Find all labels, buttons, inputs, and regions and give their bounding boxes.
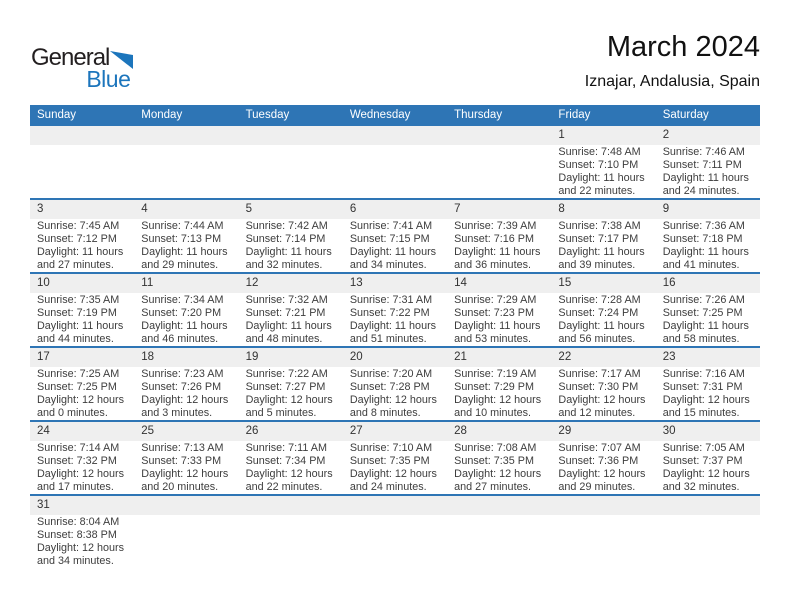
day-number: 8 xyxy=(558,203,565,215)
sunset-text: Sunset: 7:34 PM xyxy=(245,455,326,468)
sunset-text: Sunset: 7:25 PM xyxy=(662,307,743,320)
day-number-empty xyxy=(134,126,238,145)
day-cell xyxy=(551,219,655,272)
day-number: 5 xyxy=(245,203,252,215)
day-cell-empty xyxy=(447,515,551,568)
daylight-hours-text: Daylight: 11 hours xyxy=(245,320,332,333)
daylight-hours-text: Daylight: 11 hours xyxy=(662,320,749,333)
daylight-minutes-text: and 39 minutes. xyxy=(558,259,636,272)
daylight-hours-text: Daylight: 11 hours xyxy=(37,320,124,333)
day-cell xyxy=(343,367,447,420)
daylight-hours-text: Daylight: 11 hours xyxy=(37,246,124,259)
day-number-empty xyxy=(447,126,551,145)
day-number-band xyxy=(30,274,760,293)
sunset-text: Sunset: 7:20 PM xyxy=(141,307,222,320)
daylight-minutes-text: and 36 minutes. xyxy=(454,259,531,272)
day-info-row xyxy=(30,515,760,568)
location-subtitle: Iznajar, Andalusia, Spain xyxy=(584,73,760,91)
day-number: 1 xyxy=(558,129,565,141)
day-cell xyxy=(30,219,134,272)
day-number-empty xyxy=(343,496,447,515)
sunrise-text: Sunrise: 7:29 AM xyxy=(454,294,537,306)
day-cell xyxy=(656,367,760,420)
daylight-minutes-text: and 32 minutes. xyxy=(245,259,323,272)
daylight-minutes-text: and 48 minutes. xyxy=(245,333,323,346)
sunset-text: Sunset: 7:25 PM xyxy=(37,381,117,394)
day-number: 18 xyxy=(141,351,155,363)
sunset-text: Sunset: 7:30 PM xyxy=(558,381,639,394)
weekday-header-friday: Friday xyxy=(558,109,591,121)
sunrise-text: Sunrise: 7:25 AM xyxy=(37,368,120,380)
day-number: 25 xyxy=(141,425,155,437)
daylight-hours-text: Daylight: 12 hours xyxy=(245,468,333,481)
sunrise-text: Sunrise: 7:38 AM xyxy=(558,220,641,232)
weekday-header-monday: Monday xyxy=(141,109,183,121)
general-blue-logo xyxy=(31,44,133,92)
sunrise-text: Sunrise: 7:32 AM xyxy=(245,294,328,306)
sunrise-text: Sunrise: 7:22 AM xyxy=(245,368,328,380)
day-cell xyxy=(656,441,760,494)
daylight-minutes-text: and 34 minutes. xyxy=(37,555,114,568)
day-number: 9 xyxy=(662,203,670,215)
day-number-empty xyxy=(30,126,134,145)
sunrise-text: Sunrise: 7:07 AM xyxy=(558,442,641,454)
daylight-minutes-text: and 22 minutes. xyxy=(558,185,636,198)
day-number-band xyxy=(30,200,760,219)
sunset-text: Sunset: 7:37 PM xyxy=(662,455,743,468)
daylight-hours-text: Daylight: 12 hours xyxy=(37,468,125,481)
daylight-hours-text: Daylight: 11 hours xyxy=(558,246,645,259)
sunset-text: Sunset: 7:32 PM xyxy=(37,455,117,468)
daylight-hours-text: Daylight: 12 hours xyxy=(558,394,646,407)
day-number: 31 xyxy=(37,499,50,511)
sunrise-text: Sunrise: 7:08 AM xyxy=(454,442,537,454)
sunset-text: Sunset: 7:19 PM xyxy=(37,307,117,320)
sunrise-text: Sunrise: 7:45 AM xyxy=(37,220,120,232)
daylight-hours-text: Daylight: 12 hours xyxy=(141,468,229,481)
day-cell-empty xyxy=(343,145,447,198)
calendar-weeks xyxy=(30,126,760,568)
day-number: 14 xyxy=(454,277,467,289)
day-number: 20 xyxy=(349,351,363,363)
sunset-text: Sunset: 7:12 PM xyxy=(37,233,117,246)
day-number: 11 xyxy=(141,277,154,289)
daylight-hours-text: Daylight: 11 hours xyxy=(349,320,437,333)
sunset-text: Sunset: 7:35 PM xyxy=(454,455,534,468)
daylight-minutes-text: and 5 minutes. xyxy=(245,407,317,420)
day-number: 6 xyxy=(349,203,357,215)
sunrise-text: Sunrise: 7:44 AM xyxy=(141,220,224,232)
week-row xyxy=(30,126,760,200)
daylight-hours-text: Daylight: 11 hours xyxy=(141,246,228,259)
day-number: 22 xyxy=(558,351,572,363)
sunrise-text: Sunrise: 7:23 AM xyxy=(141,368,224,380)
daylight-minutes-text: and 22 minutes. xyxy=(245,481,323,494)
daylight-minutes-text: and 10 minutes. xyxy=(454,407,531,420)
daylight-minutes-text: and 51 minutes. xyxy=(349,333,427,346)
day-cell xyxy=(656,145,760,198)
day-number: 19 xyxy=(245,351,259,363)
day-number-band xyxy=(30,496,760,515)
week-row xyxy=(30,200,760,274)
title-block xyxy=(585,31,760,91)
day-number: 15 xyxy=(558,277,572,289)
daylight-minutes-text: and 41 minutes. xyxy=(662,259,740,272)
day-number: 4 xyxy=(141,203,148,215)
day-number: 23 xyxy=(662,351,676,363)
day-cell xyxy=(551,293,655,346)
sunset-text: Sunset: 7:10 PM xyxy=(558,159,639,172)
sunset-text: Sunset: 7:31 PM xyxy=(662,381,743,394)
sunrise-text: Sunrise: 7:11 AM xyxy=(245,442,327,454)
daylight-minutes-text: and 44 minutes. xyxy=(37,333,114,346)
sunrise-text: Sunrise: 7:35 AM xyxy=(37,294,120,306)
day-cell-empty xyxy=(239,515,343,568)
day-number: 7 xyxy=(454,203,461,215)
daylight-hours-text: Daylight: 12 hours xyxy=(245,394,333,407)
day-cell-empty xyxy=(239,145,343,198)
day-number: 10 xyxy=(37,277,50,289)
daylight-minutes-text: and 12 minutes. xyxy=(558,407,636,420)
daylight-minutes-text: and 29 minutes. xyxy=(558,481,636,494)
daylight-hours-text: Daylight: 12 hours xyxy=(349,394,437,407)
day-cell xyxy=(134,367,238,420)
day-info-row xyxy=(30,145,760,198)
day-cell xyxy=(239,219,343,272)
sunrise-text: Sunrise: 8:04 AM xyxy=(37,516,120,528)
day-info-row xyxy=(30,441,760,494)
day-cell xyxy=(134,293,238,346)
day-cell-empty xyxy=(447,145,551,198)
logo-text-blue: Blue xyxy=(86,66,131,92)
sunset-text: Sunset: 7:36 PM xyxy=(558,455,639,468)
daylight-minutes-text: and 3 minutes. xyxy=(141,407,213,420)
calendar-table xyxy=(30,105,760,568)
day-number-empty xyxy=(239,126,343,145)
daylight-hours-text: Daylight: 11 hours xyxy=(454,320,541,333)
sunset-text: Sunset: 7:17 PM xyxy=(558,233,639,246)
daylight-hours-text: Daylight: 11 hours xyxy=(558,320,645,333)
daylight-hours-text: Daylight: 12 hours xyxy=(141,394,229,407)
daylight-minutes-text: and 34 minutes. xyxy=(349,259,427,272)
day-cell xyxy=(30,367,134,420)
day-info-row xyxy=(30,367,760,420)
weekday-header-sunday: Sunday xyxy=(37,109,77,121)
daylight-minutes-text: and 58 minutes. xyxy=(662,333,740,346)
daylight-minutes-text: and 24 minutes. xyxy=(662,185,740,198)
day-number: 28 xyxy=(454,425,467,437)
sunset-text: Sunset: 7:35 PM xyxy=(349,455,430,468)
day-cell xyxy=(30,293,134,346)
weekday-header-wednesday: Wednesday xyxy=(349,109,411,121)
sunset-text: Sunset: 7:16 PM xyxy=(454,233,534,246)
day-cell-empty xyxy=(134,515,238,568)
sunrise-text: Sunrise: 7:42 AM xyxy=(245,220,328,232)
day-info-row xyxy=(30,219,760,272)
daylight-minutes-text: and 56 minutes. xyxy=(558,333,636,346)
day-cell-empty xyxy=(343,515,447,568)
sunrise-text: Sunrise: 7:10 AM xyxy=(349,442,433,454)
day-cell xyxy=(343,293,447,346)
daylight-minutes-text: and 53 minutes. xyxy=(454,333,531,346)
weekday-header-row xyxy=(30,105,760,126)
day-cell xyxy=(30,515,134,568)
day-cell xyxy=(343,441,447,494)
day-number: 27 xyxy=(349,425,363,437)
daylight-minutes-text: and 0 minutes. xyxy=(37,407,108,420)
day-number: 24 xyxy=(37,425,50,437)
day-cell xyxy=(134,441,238,494)
day-number: 13 xyxy=(349,277,363,289)
day-cell xyxy=(239,293,343,346)
day-cell-empty xyxy=(134,145,238,198)
sunrise-text: Sunrise: 7:13 AM xyxy=(141,442,224,454)
daylight-hours-text: Daylight: 11 hours xyxy=(245,246,332,259)
day-cell xyxy=(447,219,551,272)
daylight-minutes-text: and 27 minutes. xyxy=(37,259,114,272)
day-number: 16 xyxy=(662,277,676,289)
day-number: 17 xyxy=(37,351,50,363)
daylight-hours-text: Daylight: 12 hours xyxy=(558,468,646,481)
day-cell xyxy=(134,219,238,272)
daylight-minutes-text: and 15 minutes. xyxy=(662,407,740,420)
sunrise-text: Sunrise: 7:39 AM xyxy=(454,220,537,232)
sunset-text: Sunset: 7:22 PM xyxy=(349,307,430,320)
daylight-minutes-text: and 8 minutes. xyxy=(349,407,421,420)
sunset-text: Sunset: 7:13 PM xyxy=(141,233,222,246)
sunset-text: Sunset: 7:14 PM xyxy=(245,233,326,246)
daylight-hours-text: Daylight: 12 hours xyxy=(454,394,542,407)
day-number: 26 xyxy=(245,425,259,437)
daylight-minutes-text: and 32 minutes. xyxy=(662,481,740,494)
daylight-hours-text: Daylight: 11 hours xyxy=(141,320,228,333)
day-cell xyxy=(239,367,343,420)
sunrise-text: Sunrise: 7:34 AM xyxy=(141,294,224,306)
day-cell xyxy=(551,441,655,494)
week-row xyxy=(30,422,760,496)
sunset-text: Sunset: 7:33 PM xyxy=(141,455,222,468)
daylight-hours-text: Daylight: 11 hours xyxy=(454,246,541,259)
weekday-header-saturday: Saturday xyxy=(662,109,709,121)
sunrise-text: Sunrise: 7:17 AM xyxy=(558,368,641,380)
daylight-hours-text: Daylight: 12 hours xyxy=(454,468,542,481)
sunset-text: Sunset: 8:38 PM xyxy=(37,529,117,542)
sunrise-text: Sunrise: 7:26 AM xyxy=(662,294,745,306)
daylight-hours-text: Daylight: 12 hours xyxy=(37,394,125,407)
day-number-empty xyxy=(656,496,760,515)
day-number-empty xyxy=(239,496,343,515)
sunrise-text: Sunrise: 7:20 AM xyxy=(349,368,433,380)
daylight-hours-text: Daylight: 12 hours xyxy=(349,468,437,481)
day-cell xyxy=(551,367,655,420)
week-row xyxy=(30,348,760,422)
day-cell xyxy=(656,293,760,346)
sunset-text: Sunset: 7:27 PM xyxy=(245,381,326,394)
daylight-minutes-text: and 46 minutes. xyxy=(141,333,219,346)
day-number: 30 xyxy=(662,425,676,437)
daylight-hours-text: Daylight: 12 hours xyxy=(37,542,125,555)
sunset-text: Sunset: 7:11 PM xyxy=(662,159,742,172)
day-number-band xyxy=(30,348,760,367)
sunset-text: Sunset: 7:15 PM xyxy=(349,233,430,246)
day-cell xyxy=(656,219,760,272)
logo-text-general: General xyxy=(31,44,110,71)
daylight-minutes-text: and 29 minutes. xyxy=(141,259,219,272)
sunset-text: Sunset: 7:18 PM xyxy=(662,233,743,246)
day-cell-empty xyxy=(30,145,134,198)
day-number-empty xyxy=(343,126,447,145)
daylight-hours-text: Daylight: 11 hours xyxy=(662,246,749,259)
sunrise-text: Sunrise: 7:16 AM xyxy=(662,368,745,380)
day-number-empty xyxy=(551,496,655,515)
sunset-text: Sunset: 7:21 PM xyxy=(245,307,326,320)
day-number: 21 xyxy=(454,351,467,363)
daylight-hours-text: Daylight: 11 hours xyxy=(349,246,437,259)
sunrise-text: Sunrise: 7:19 AM xyxy=(454,368,537,380)
day-cell xyxy=(30,441,134,494)
daylight-minutes-text: and 20 minutes. xyxy=(141,481,219,494)
daylight-minutes-text: and 27 minutes. xyxy=(454,481,531,494)
daylight-hours-text: Daylight: 11 hours xyxy=(558,172,645,185)
sunrise-text: Sunrise: 7:14 AM xyxy=(37,442,120,454)
weekday-header-tuesday: Tuesday xyxy=(245,109,290,121)
sunset-text: Sunset: 7:24 PM xyxy=(558,307,639,320)
day-cell-empty xyxy=(656,515,760,568)
sunrise-text: Sunrise: 7:36 AM xyxy=(662,220,745,232)
day-cell xyxy=(239,441,343,494)
week-row xyxy=(30,496,760,568)
weekday-header-thursday: Thursday xyxy=(454,109,503,121)
day-number: 29 xyxy=(558,425,572,437)
sunset-text: Sunset: 7:29 PM xyxy=(454,381,534,394)
day-number: 12 xyxy=(245,277,259,289)
daylight-minutes-text: and 24 minutes. xyxy=(349,481,427,494)
day-cell xyxy=(343,219,447,272)
daylight-minutes-text: and 17 minutes. xyxy=(37,481,114,494)
day-number-empty xyxy=(447,496,551,515)
day-cell-empty xyxy=(551,515,655,568)
day-cell xyxy=(447,293,551,346)
day-number: 2 xyxy=(662,129,670,141)
sunset-text: Sunset: 7:28 PM xyxy=(349,381,430,394)
day-number: 3 xyxy=(37,203,44,215)
sunset-text: Sunset: 7:26 PM xyxy=(141,381,222,394)
sunrise-text: Sunrise: 7:31 AM xyxy=(349,294,433,306)
sunrise-text: Sunrise: 7:41 AM xyxy=(349,220,433,232)
day-cell xyxy=(447,441,551,494)
sunrise-text: Sunrise: 7:46 AM xyxy=(662,146,745,158)
day-number-empty xyxy=(134,496,238,515)
day-info-row xyxy=(30,293,760,346)
week-row xyxy=(30,274,760,348)
sunrise-text: Sunrise: 7:48 AM xyxy=(558,146,641,158)
sunrise-text: Sunrise: 7:28 AM xyxy=(558,294,641,306)
day-cell xyxy=(551,145,655,198)
sunset-text: Sunset: 7:23 PM xyxy=(454,307,534,320)
day-number-band xyxy=(30,126,760,145)
day-number-band xyxy=(30,422,760,441)
sunrise-text: Sunrise: 7:05 AM xyxy=(662,442,745,454)
daylight-hours-text: Daylight: 11 hours xyxy=(662,172,749,185)
day-cell xyxy=(447,367,551,420)
daylight-hours-text: Daylight: 12 hours xyxy=(662,468,750,481)
page-title: March 2024 xyxy=(606,31,760,63)
daylight-hours-text: Daylight: 12 hours xyxy=(662,394,750,407)
